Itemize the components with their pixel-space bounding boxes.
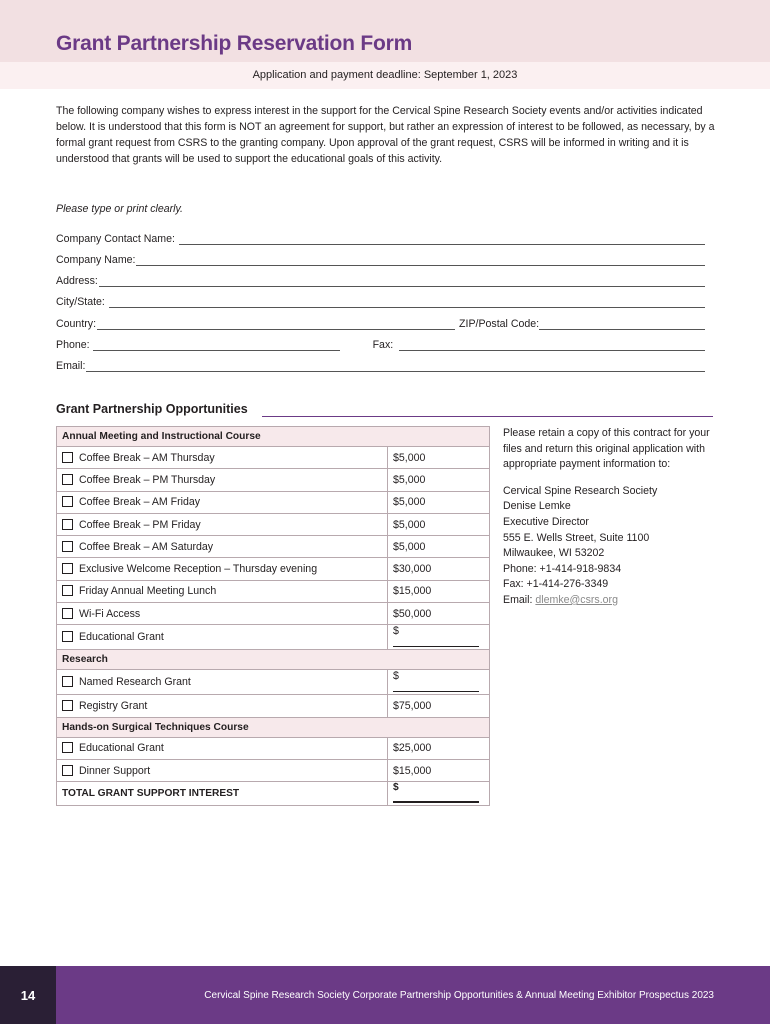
checkbox[interactable] (62, 765, 73, 776)
country-zip-field[interactable] (56, 316, 705, 330)
table-row[interactable] (57, 625, 490, 650)
footer-text: Cervical Spine Research Society Corporate Partnership Opportunities & Annual Meeting Exhibitor Prospectus 2023 (204, 989, 714, 1001)
item-cell[interactable] (57, 491, 388, 513)
checkbox[interactable] (62, 563, 73, 574)
group-title: Annual Meeting and Instructional Course (57, 427, 490, 447)
checkbox[interactable] (62, 452, 73, 463)
spacer (503, 473, 718, 484)
org-name: Cervical Spine Research Society (503, 484, 658, 497)
item-price: $15,000 (388, 759, 490, 781)
total-value: $ (393, 782, 399, 794)
total-row (57, 782, 490, 806)
checkbox[interactable] (62, 700, 73, 711)
checkbox[interactable] (62, 585, 73, 596)
email-field[interactable] (56, 358, 705, 372)
intro-paragraph: The following company wishes to express interest in the support for the Cervical Spine Research Society events and/or activities indicated below. It is understood that this form is NOT an agreement for support, but rather an expression of interest to be followed, as necessary, by a formal grant request from CSRS to the granting company. Upon approval of the grant request, CSRS will be informed in writing and it is understood that grants will be used to support the educational goals of this activity. (56, 105, 715, 165)
item-label: Friday Annual Meeting Lunch (79, 585, 217, 598)
table-row[interactable] (57, 759, 490, 781)
contact-sidebar (503, 426, 718, 609)
table-row[interactable] (57, 491, 490, 513)
email-input[interactable] (86, 361, 705, 372)
phone-fax-field[interactable] (56, 337, 705, 351)
table-row[interactable] (57, 737, 490, 759)
address-label: Address: (56, 275, 98, 287)
table-row[interactable] (57, 558, 490, 580)
group-header-row (57, 717, 490, 737)
group-header-row (57, 427, 490, 447)
table-row[interactable] (57, 536, 490, 558)
company-name-field[interactable] (56, 252, 705, 266)
street-address: 555 E. Wells Street, Suite 1100 (503, 531, 650, 544)
item-price: $15,000 (388, 580, 490, 602)
item-price: $50,000 (388, 603, 490, 625)
item-price: $5,000 (388, 513, 490, 535)
page-number: 14 (0, 966, 56, 1024)
country-input[interactable] (97, 319, 455, 330)
item-cell[interactable] (57, 536, 388, 558)
item-label: Coffee Break – PM Friday (79, 518, 201, 531)
total-amount-cell[interactable] (388, 782, 490, 806)
grant-opportunities-table (56, 426, 490, 806)
group-title: Hands-on Surgical Techniques Course (57, 717, 490, 737)
item-price: $75,000 (388, 695, 490, 717)
item-label: Named Research Grant (79, 676, 191, 689)
company-name-label: Company Name: (56, 254, 136, 266)
group-header-row (57, 650, 490, 670)
item-cell[interactable] (57, 469, 388, 491)
item-cell[interactable] (57, 513, 388, 535)
phone-label: Phone: (56, 339, 90, 351)
item-price: $ (393, 625, 399, 638)
checkbox[interactable] (62, 541, 73, 552)
instruction-text: Please type or print clearly. (56, 203, 183, 215)
item-label: Coffee Break – AM Thursday (79, 451, 215, 464)
country-label: Country: (56, 318, 97, 330)
item-price: $5,000 (388, 469, 490, 491)
table-row[interactable] (57, 447, 490, 469)
contact-name: Denise Lemke (503, 500, 571, 513)
checkbox[interactable] (62, 742, 73, 753)
item-label: Dinner Support (79, 764, 151, 777)
item-label: Exclusive Welcome Reception – Thursday evening (79, 563, 318, 576)
company-contact-name-input[interactable] (179, 234, 705, 245)
item-price: $25,000 (388, 737, 490, 759)
deadline-text: Application and payment deadline: September 1, 2023 (252, 69, 518, 81)
address-field[interactable] (56, 273, 705, 287)
item-label: Registry Grant (79, 700, 148, 713)
footer-bar (56, 966, 770, 1024)
email-prefix: Email: (503, 593, 533, 606)
contact-phone: Phone: +1-414-918-9834 (503, 562, 622, 575)
email-label: Email: (56, 360, 86, 372)
item-label: Educational Grant (79, 631, 164, 644)
item-label: Coffee Break – AM Friday (79, 496, 201, 509)
email-link[interactable]: dlemke@csrs.org (535, 593, 618, 606)
item-price: $ (393, 670, 399, 683)
item-price: $5,000 (388, 447, 490, 469)
amount-blank-input[interactable] (393, 637, 479, 647)
fax-label: Fax: (372, 339, 394, 351)
item-cell[interactable] (57, 737, 388, 759)
item-cell[interactable] (57, 558, 388, 580)
company-contact-name-field[interactable] (56, 231, 705, 245)
table-row[interactable] (57, 603, 490, 625)
item-cell[interactable] (57, 580, 388, 602)
item-label: Coffee Break – PM Thursday (79, 473, 216, 486)
company-contact-name-label: Company Contact Name: (56, 233, 175, 245)
checkbox[interactable] (62, 496, 73, 507)
retain-note: Please retain a copy of this contract for your files and return this original application with appropriate payment information to: (503, 427, 710, 471)
checkbox[interactable] (62, 676, 73, 687)
city-state-label: City/State: (56, 296, 105, 308)
item-label: Educational Grant (79, 742, 164, 755)
item-price: $30,000 (388, 558, 490, 580)
page-title: Grant Partnership Reservation Form (56, 32, 413, 55)
total-blank-input[interactable] (393, 793, 479, 803)
amount-cell[interactable] (388, 670, 490, 695)
phone-input[interactable] (93, 340, 340, 351)
city-state-field[interactable] (56, 294, 705, 308)
item-price: $5,000 (388, 536, 490, 558)
contact-email-line (503, 593, 718, 609)
contact-fax: Fax: +1-414-276-3349 (503, 578, 609, 591)
item-price: $5,000 (388, 491, 490, 513)
table-row[interactable] (57, 513, 490, 535)
total-label: TOTAL GRANT SUPPORT INTEREST (57, 782, 388, 806)
checkbox[interactable] (62, 474, 73, 485)
table-row[interactable] (57, 695, 490, 717)
checkbox[interactable] (62, 519, 73, 530)
item-cell[interactable] (57, 695, 388, 717)
amount-blank-input[interactable] (393, 682, 479, 692)
item-cell[interactable] (57, 670, 388, 695)
table-row[interactable] (57, 469, 490, 491)
item-cell[interactable] (57, 625, 388, 650)
item-cell[interactable] (57, 603, 388, 625)
zip-label: ZIP/Postal Code: (459, 318, 540, 330)
item-label: Coffee Break – AM Saturday (79, 540, 214, 553)
table-row[interactable] (57, 670, 490, 695)
checkbox[interactable] (62, 631, 73, 642)
item-cell[interactable] (57, 447, 388, 469)
address-input[interactable] (99, 276, 705, 287)
city-address: Milwaukee, WI 53202 (503, 547, 605, 560)
checkbox[interactable] (62, 608, 73, 619)
zip-input[interactable] (539, 319, 705, 330)
amount-cell[interactable] (388, 625, 490, 650)
section-title: Grant Partnership Opportunities (56, 402, 248, 416)
company-name-input[interactable] (136, 255, 705, 266)
fax-input[interactable] (399, 340, 705, 351)
section-rule (262, 416, 713, 417)
table-row[interactable] (57, 580, 490, 602)
contact-title: Executive Director (503, 515, 589, 528)
item-label: Wi-Fi Access (79, 607, 141, 620)
item-cell[interactable] (57, 759, 388, 781)
group-title: Research (57, 650, 490, 670)
city-state-input[interactable] (109, 297, 705, 308)
